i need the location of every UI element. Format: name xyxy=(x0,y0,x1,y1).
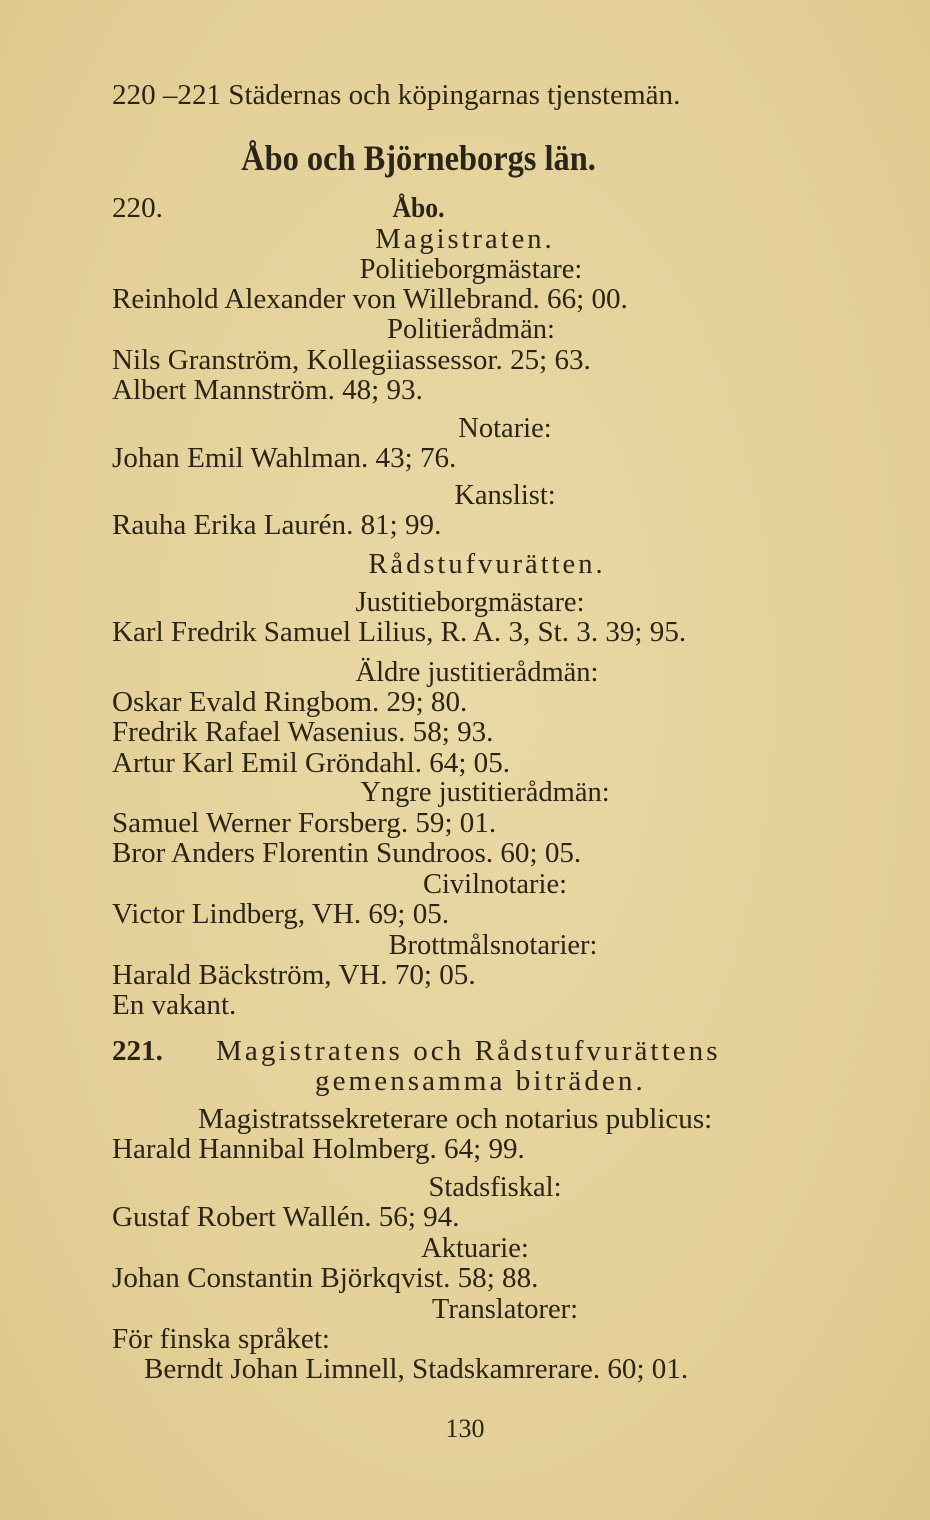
role-heading: Stadsfiskal: xyxy=(428,1172,562,1203)
entry: Harald Bäckström, VH. 70; 05. xyxy=(112,960,476,991)
entry: Berndt Johan Limnell, Stadskamrerare. 60; 01. xyxy=(144,1354,689,1385)
entry: Bror Anders Florentin Sundroos. 60; 05. xyxy=(112,838,582,869)
role-heading: Civilnotarie: xyxy=(422,869,568,900)
entry: Artur Karl Emil Gröndahl. 64; 05. xyxy=(112,748,511,779)
page-number: 130 xyxy=(445,1414,485,1443)
section-title: Åbo och Björneborgs län. xyxy=(241,138,596,178)
role-heading: Notarie: xyxy=(458,413,552,444)
role-heading: Yngre justitierådmän: xyxy=(360,777,610,808)
role-heading: Justitieborgmästare: xyxy=(355,587,585,618)
entry: Fredrik Rafael Wasenius. 58; 93. xyxy=(112,717,494,748)
role-heading: Äldre justitierådmän: xyxy=(355,657,599,688)
section-number-220: 220. xyxy=(112,193,163,224)
role-heading: Kanslist: xyxy=(454,480,556,511)
entry: En vakant. xyxy=(112,990,237,1021)
role-heading: Aktuarie: xyxy=(421,1233,529,1264)
role-heading: Politieborgmästare: xyxy=(359,254,583,285)
entry: Johan Emil Wahlman. 43; 76. xyxy=(112,443,457,474)
subheading-radstufvuratten: Rådstufvurätten. xyxy=(368,549,606,580)
role-heading: Brottmålsnotarier: xyxy=(388,930,598,961)
section-number-221: 221. xyxy=(112,1036,163,1067)
running-head: 220 –221 Städernas och köpingarnas tjenstemän. xyxy=(112,80,681,111)
section-heading-221-line2: gemensamma biträden. xyxy=(315,1066,646,1097)
entry: Karl Fredrik Samuel Lilius, R. A. 3, St. 3. 39; 95. xyxy=(112,617,687,648)
entry: Rauha Erika Laurén. 81; 99. xyxy=(112,510,442,541)
entry: För finska språket: xyxy=(112,1324,330,1355)
role-heading: Magistratssekreterare och notarius publicus: xyxy=(198,1104,713,1135)
entry: Victor Lindberg, VH. 69; 05. xyxy=(112,899,450,930)
role-heading: Translatorer: xyxy=(431,1294,579,1325)
entry: Oskar Evald Ringbom. 29; 80. xyxy=(112,687,468,718)
entry: Harald Hannibal Holmberg. 64; 99. xyxy=(112,1134,525,1165)
subheading-magistraten: Magistraten. xyxy=(375,224,555,255)
entry: Albert Mannström. 48; 93. xyxy=(112,375,423,406)
entry: Samuel Werner Forsberg. 59; 01. xyxy=(112,808,497,839)
entry: Nils Granström, Kollegiiassessor. 25; 63. xyxy=(112,345,591,376)
role-heading: Politierådmän: xyxy=(387,314,555,345)
section-heading-221: Magistratens och Rådstufvurättens xyxy=(216,1036,721,1067)
entry: Reinhold Alexander von Willebrand. 66; 00. xyxy=(112,284,628,315)
city-heading: Åbo. xyxy=(392,193,445,224)
entry: Johan Constantin Björkqvist. 58; 88. xyxy=(112,1263,539,1294)
entry: Gustaf Robert Wallén. 56; 94. xyxy=(112,1202,460,1233)
